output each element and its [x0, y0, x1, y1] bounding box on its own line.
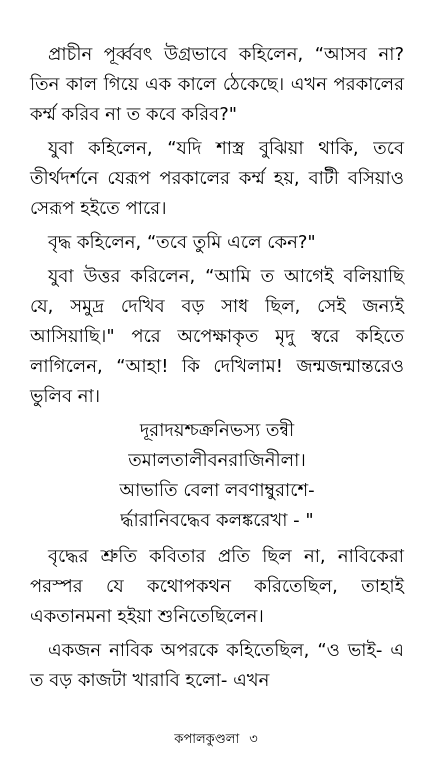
- verse-line-2: তমালতালীবনরাজিনীলা।: [128, 450, 306, 471]
- paragraph-3: বৃদ্ধ কহিলেন, “তবে তুমি এলে কেন?": [48, 232, 316, 253]
- page-body: [30, 40, 404, 700]
- sanskrit-verse: [30, 416, 404, 536]
- page-footer: [0, 730, 432, 750]
- book-title: কপালকুণ্ডলা: [174, 732, 240, 747]
- paragraph-4: যুবা উত্তর করিলেন, “আমি ত আগেই বলিয়াছি যে, সমুদ্র দেখিব বড় সাধ ছিল, সেই জন্যই আসিয়াছি।" পরে অপেক্ষাকৃত মৃদু স্বরে কহিতে লাগিলেন, “আহা! কি দেখিলাম! জন্মজন্মান্তরেও ভুলিব না।: [30, 266, 404, 407]
- verse-line-3: আভাতি বেলা লবণাম্বুরাশে-: [119, 480, 315, 501]
- page-number: ৩: [249, 732, 258, 747]
- verse-line-4: র্দ্ধারানিবদ্ধেব কলঙ্করেখা - ": [120, 510, 314, 531]
- paragraph-6: একজন নাবিক অপরকে কহিতেছিল, “ও ভাই- এ ত বড় কাজটা খারাবি হলো- এখন: [30, 640, 404, 691]
- paragraph-1: প্রাচীন পূর্ব্ববৎ উগ্রভাবে কহিলেন, “আসব না? তিন কাল গিয়ে এক কালে ঠেকেছে। এখন পরকালের কর্ম্ম করিব না ত কবে করিব?": [30, 44, 404, 125]
- verse-line-1: দূরাদয়শ্চক্রনিভস্য তন্বী: [139, 420, 295, 441]
- paragraph-2: যুবা কহিলেন, “যদি শাস্ত্র বুঝিয়া থাকি, তবে তীর্থদর্শনে যেরূপ পরকালের কর্ম্ম হয়, বাটী বসিয়াও সেরূপ হইতে পারে।: [30, 138, 404, 219]
- paragraph-5: বৃদ্ধের শ্রুতি কবিতার প্রতি ছিল না, নাবিকেরা পরস্পর যে কথোপকথন করিতেছিল, তাহাই একতানমনা হইয়া শুনিতেছিলেন।: [30, 546, 404, 627]
